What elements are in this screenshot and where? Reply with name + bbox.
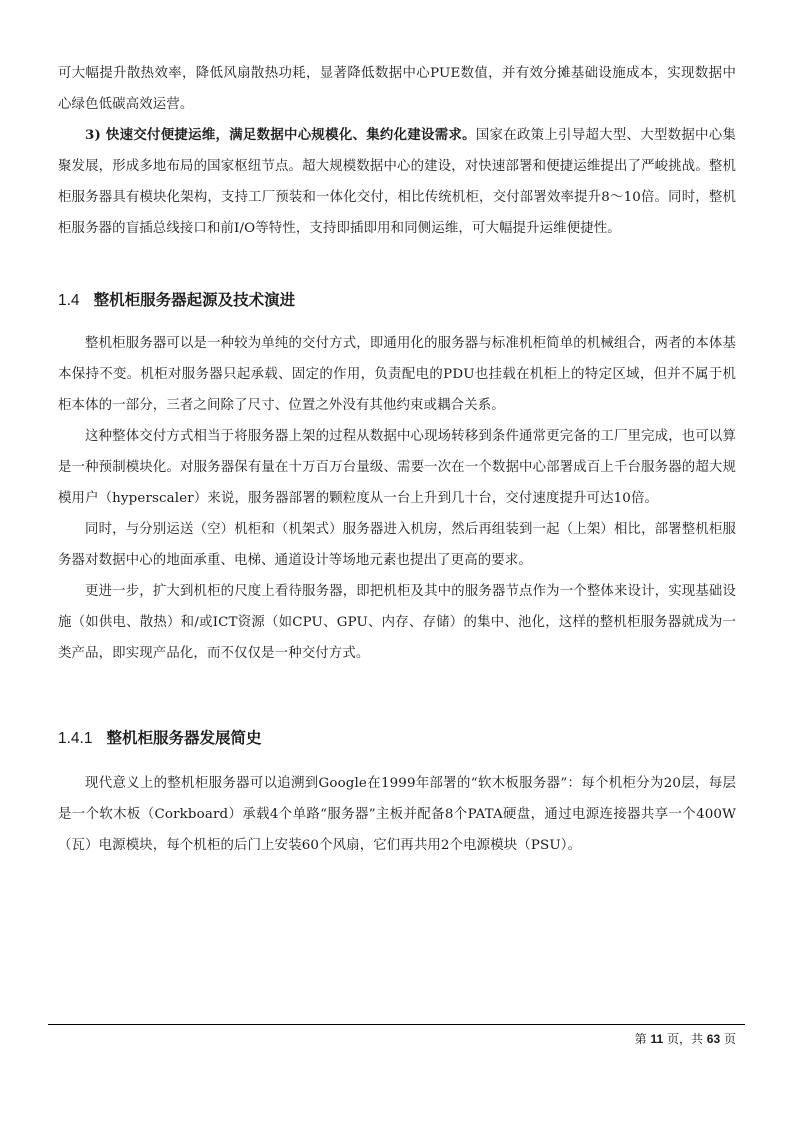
intro-paragraph-2-body: 国家在政策上引导超大型、大型数据中心集聚发展，形成多地布局的国家枢纽节点。超大规模数据中心的建设，对快速部署和便捷运维提出了严峻挑战。整机柜服务器具有模块化架构，支持工厂预装和一体化交付，相比传统机柜，交付部署效率提升8～10倍。同时，整机柜服务器的盲插总线接口和前I/O等特性，支持即插即用和同侧运维，可大幅提升运维便捷性。 xyxy=(58,128,736,236)
section-heading-1-4 xyxy=(58,288,295,310)
total-pages: 63 xyxy=(706,1032,721,1046)
section-title: 整机柜服务器发展简史 xyxy=(106,729,262,747)
section-number: 1.4 xyxy=(58,292,80,309)
body-paragraph: 同时，与分别运送（空）机柜和（机架式）服务器进入机房，然后再组装到一起（上架）相比，部署整机柜服务器对数据中心的地面承重、电梯、通道设计等场地元素也提出了更高的要求。 xyxy=(58,522,736,568)
section-title: 整机柜服务器起源及技术演进 xyxy=(93,291,296,309)
body-paragraph: 整机柜服务器可以是一种较为单纯的交付方式，即通用化的服务器与标准机柜简单的机械组合，两者的本体基本保持不变。机柜对服务器只起承载、固定的作用，负责配电的PDU也挂载在机柜上的特定区域，但并不属于机柜本体的一部分，三者之间除了尺寸、位置之外没有其他约束或耦合关系。 xyxy=(58,336,736,413)
footer-mid: 页，共 xyxy=(666,1032,703,1046)
body-paragraph: 现代意义上的整机柜服务器可以追溯到Google在1999年部署的“软木板服务器”：每个机柜分为20层，每层是一个软木板（Corkboard）承载4个单路“服务器”主板并配备8个PATA硬盘，通过电源连接器共享一个400W（瓦）电源模块，每个机柜的后门上安装60个风扇，它们再共用2个电源模块（PSU）。 xyxy=(58,776,736,853)
current-page: 11 xyxy=(650,1032,664,1046)
body-paragraph: 这种整体交付方式相当于将服务器上架的过程从数据中心现场转移到条件通常更完备的工厂里完成，也可以算是一种预制模块化。对服务器保有量在十万百万台量级、需要一次在一个数据中心部署成百上千台服务器的超大规模用户（hyperscaler）来说，服务器部署的颗粒度从一台上升到几十台，交付速度提升可达10倍。 xyxy=(58,429,736,506)
intro-paragraph-2 xyxy=(58,120,736,244)
section-1-4-1-body xyxy=(58,768,736,861)
section-heading-1-4-1 xyxy=(58,726,262,748)
footer-suffix: 页 xyxy=(723,1032,736,1046)
intro-paragraph-2-lead: 3) 快速交付便捷运维，满足数据中心规模化、集约化建设需求。 xyxy=(85,127,476,143)
section-1-4-body xyxy=(58,328,736,669)
page-number-footer xyxy=(635,1030,736,1047)
footer-prefix: 第 xyxy=(634,1032,647,1046)
intro-paragraph-1: 可大幅提升散热效率，降低风扇散热功耗，显著降低数据中心PUE数值，并有效分摊基础设施成本，实现数据中心绿色低碳高效运营。 xyxy=(58,66,736,112)
intro-block xyxy=(58,58,736,244)
footer-divider xyxy=(48,1024,745,1025)
section-number: 1.4.1 xyxy=(58,730,93,747)
body-paragraph: 更进一步，扩大到机柜的尺度上看待服务器，即把机柜及其中的服务器节点作为一个整体来设计，实现基础设施（如供电、散热）和/或ICT资源（如CPU、GPU、内存、存储）的集中、池化，这样的整机柜服务器就成为一类产品，即实现产品化，而不仅仅是一种交付方式。 xyxy=(58,584,736,661)
